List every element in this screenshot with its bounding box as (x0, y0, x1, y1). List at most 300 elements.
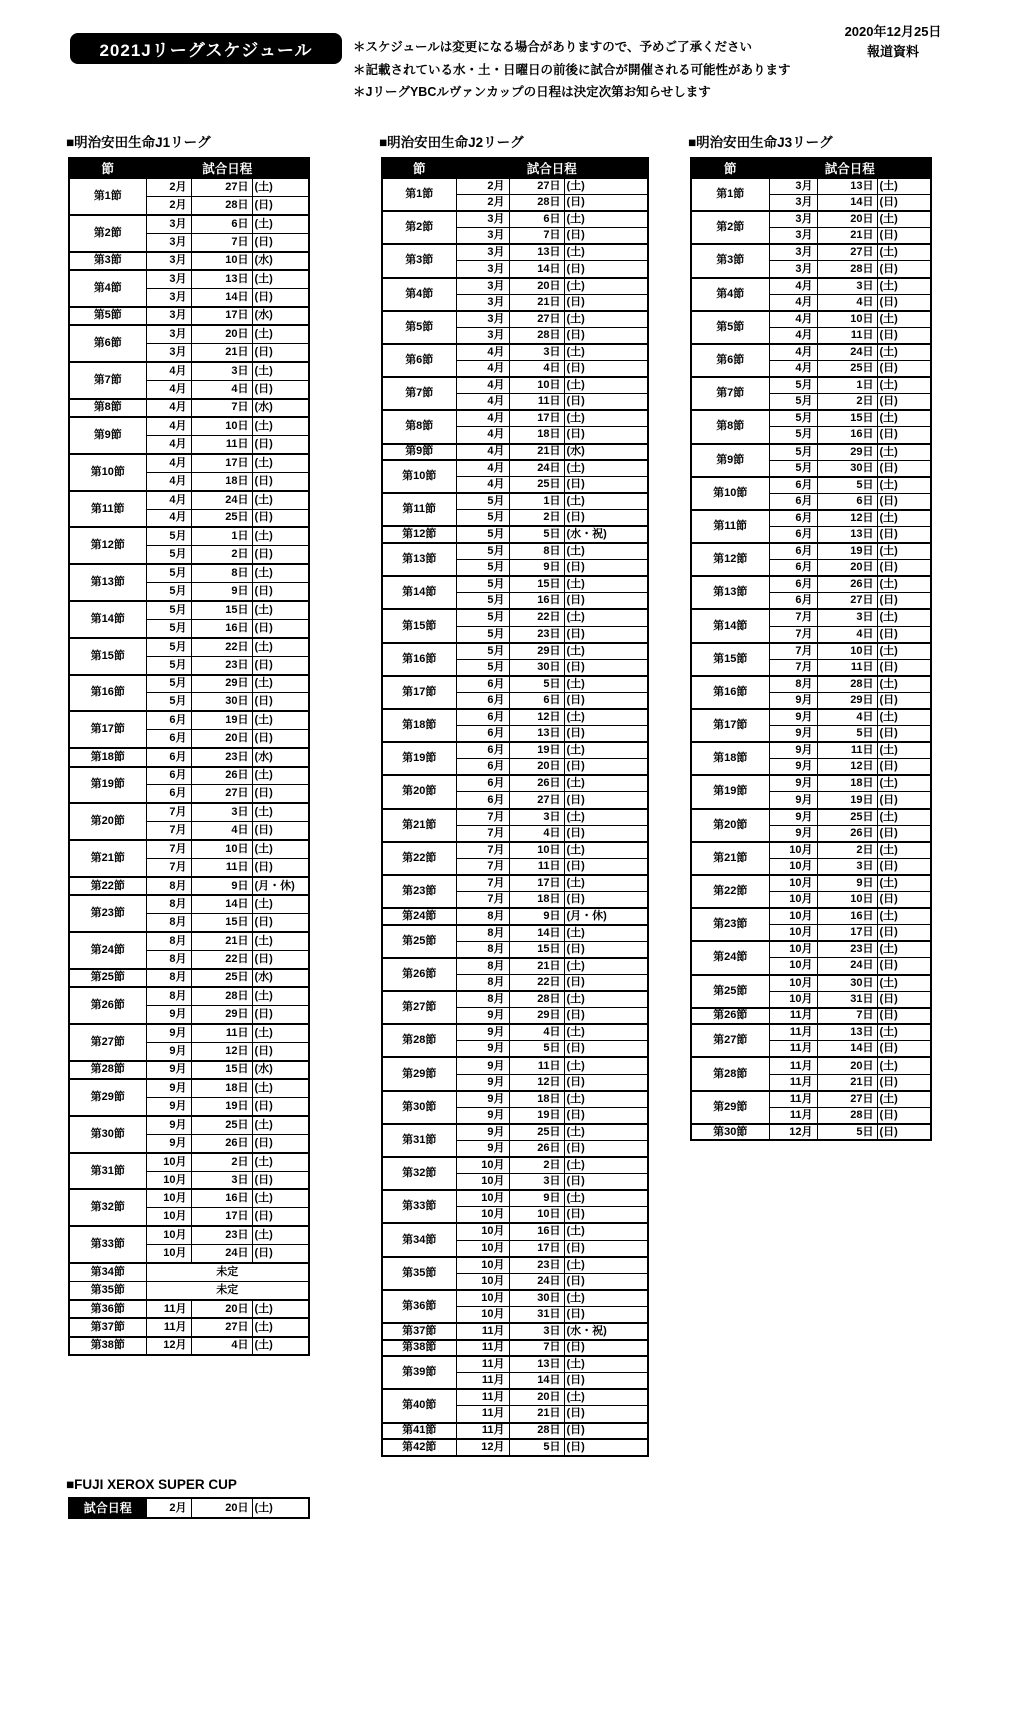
weekday-cell: (日) (564, 726, 648, 743)
month-cell: 6月 (769, 477, 817, 494)
weekday-cell: (土) (564, 377, 648, 394)
month-cell: 8月 (456, 991, 509, 1008)
month-cell: 10月 (456, 1223, 509, 1240)
round-row (382, 809, 648, 826)
weekday-cell: (水) (564, 444, 648, 461)
weekday-cell: (日) (252, 1098, 309, 1116)
weekday-cell: (日) (877, 493, 931, 510)
weekday-cell: (日) (564, 1406, 648, 1423)
month-cell: 9月 (769, 792, 817, 809)
day-cell: 21日 (509, 958, 564, 975)
round-row (69, 767, 309, 785)
weekday-cell: (土) (252, 987, 309, 1005)
round-row (382, 1356, 648, 1373)
weekday-cell: (土) (877, 344, 931, 361)
round-column-header: 節 (691, 158, 769, 178)
weekday-cell: (日) (252, 693, 309, 711)
round-cell: 第9節 (382, 444, 456, 461)
round-row (691, 444, 931, 461)
weekday-cell: (土) (564, 493, 648, 510)
day-cell: 18日 (191, 1079, 252, 1097)
month-cell: 11月 (769, 1091, 817, 1108)
month-cell: 4月 (146, 399, 191, 417)
round-row (691, 643, 931, 660)
month-cell: 5月 (146, 693, 191, 711)
round-cell: 第27節 (69, 1024, 146, 1061)
month-cell: 6月 (456, 709, 509, 726)
round-cell: 第13節 (382, 543, 456, 576)
month-cell: 10月 (456, 1157, 509, 1174)
day-cell: 28日 (817, 1107, 877, 1124)
weekday-cell: (日) (877, 659, 931, 676)
month-cell: 4月 (146, 435, 191, 453)
round-cell: 第18節 (382, 709, 456, 742)
weekday-cell: (日) (564, 228, 648, 245)
day-cell: 24日 (509, 460, 564, 477)
day-cell: 23日 (509, 626, 564, 643)
month-cell: 5月 (769, 460, 817, 477)
day-cell: 12日 (509, 709, 564, 726)
day-cell: 27日 (817, 244, 877, 261)
round-cell: 第5節 (69, 307, 146, 325)
weekday-cell: (日) (564, 1439, 648, 1456)
month-cell: 7月 (769, 609, 817, 626)
weekday-cell: (土) (252, 840, 309, 858)
weekday-cell: (水・祝) (564, 1323, 648, 1340)
weekday-cell: (土) (564, 991, 648, 1008)
month-cell: 11月 (456, 1389, 509, 1406)
weekday-cell: (土) (252, 895, 309, 913)
month-cell: 4月 (769, 361, 817, 378)
weekday-cell: (土) (564, 410, 648, 427)
weekday-cell: (水) (252, 969, 309, 987)
round-row (382, 842, 648, 859)
month-cell: 3月 (769, 211, 817, 228)
weekday-cell: (土) (877, 1091, 931, 1108)
day-cell: 3日 (509, 1174, 564, 1191)
weekday-cell: (土) (252, 711, 309, 729)
round-cell: 第28節 (691, 1057, 769, 1090)
supercup-row (69, 1498, 309, 1518)
round-cell: 第1節 (691, 178, 769, 211)
round-row (382, 908, 648, 925)
round-row (382, 958, 648, 975)
day-cell: 8日 (191, 564, 252, 582)
day-cell: 9日 (509, 908, 564, 925)
month-cell: 9月 (456, 1057, 509, 1074)
round-row (69, 711, 309, 729)
weekday-cell: (日) (564, 1240, 648, 1257)
day-cell: 2日 (817, 842, 877, 859)
weekday-cell: (日) (252, 344, 309, 362)
month-cell: 6月 (456, 676, 509, 693)
day-cell: 10日 (191, 840, 252, 858)
weekday-cell: (土) (877, 643, 931, 660)
weekday-cell: (土) (564, 1257, 648, 1274)
weekday-cell: (土) (252, 417, 309, 435)
month-cell: 5月 (769, 410, 817, 427)
day-cell: 4日 (509, 1024, 564, 1041)
weekday-cell: (日) (877, 626, 931, 643)
weekday-cell: (土) (877, 444, 931, 461)
day-cell: 2日 (817, 394, 877, 411)
round-cell: 第4節 (691, 278, 769, 311)
round-row (382, 676, 648, 693)
round-cell: 第32節 (382, 1157, 456, 1190)
day-cell: 29日 (817, 692, 877, 709)
day-cell: 24日 (509, 1273, 564, 1290)
round-row (691, 1024, 931, 1041)
round-cell: 第2節 (382, 211, 456, 244)
day-cell: 18日 (509, 1091, 564, 1108)
day-cell: 11日 (191, 435, 252, 453)
weekday-cell: (土) (252, 1024, 309, 1042)
month-cell: 4月 (456, 444, 509, 461)
round-row (691, 410, 931, 427)
weekday-cell: (土) (252, 675, 309, 693)
month-cell: 5月 (146, 583, 191, 601)
month-cell: 12月 (456, 1439, 509, 1456)
weekday-cell: (土) (564, 1024, 648, 1041)
day-cell: 17日 (191, 454, 252, 472)
day-cell: 3日 (191, 362, 252, 380)
day-cell: 5日 (817, 726, 877, 743)
day-cell: 15日 (191, 1061, 252, 1079)
weekday-cell: (土) (252, 215, 309, 233)
weekday-cell: (土) (564, 775, 648, 792)
day-cell: 21日 (817, 1074, 877, 1091)
weekday-cell: (土) (877, 875, 931, 892)
round-cell: 第22節 (382, 842, 456, 875)
day-cell: 15日 (817, 410, 877, 427)
month-cell: 6月 (456, 742, 509, 759)
day-cell: 28日 (509, 195, 564, 212)
weekday-cell: (日) (252, 196, 309, 214)
day-cell: 11日 (817, 327, 877, 344)
day-cell: 25日 (817, 809, 877, 826)
weekday-cell: (日) (564, 759, 648, 776)
month-cell: 8月 (769, 676, 817, 693)
day-cell: 13日 (817, 526, 877, 543)
round-row (382, 609, 648, 626)
month-cell: 5月 (456, 543, 509, 560)
day-cell: 2日 (509, 1157, 564, 1174)
round-row (69, 675, 309, 693)
weekday-cell: (日) (252, 546, 309, 564)
month-cell: 9月 (456, 1124, 509, 1141)
round-row (382, 1323, 648, 1340)
day-cell: 22日 (509, 975, 564, 992)
weekday-cell: (日) (877, 858, 931, 875)
weekday-cell: (土) (252, 1337, 309, 1355)
day-cell: 29日 (509, 1008, 564, 1025)
round-cell: 第3節 (69, 252, 146, 270)
round-row (382, 1290, 648, 1307)
day-cell: 21日 (817, 228, 877, 245)
month-cell: 9月 (769, 692, 817, 709)
day-cell: 16日 (817, 427, 877, 444)
day-cell: 9日 (191, 583, 252, 601)
month-cell: 9月 (146, 1134, 191, 1152)
weekday-cell: (日) (877, 726, 931, 743)
day-cell: 4日 (509, 361, 564, 378)
day-cell: 27日 (191, 1318, 252, 1336)
weekday-cell: (日) (877, 1074, 931, 1091)
weekday-cell: (日) (564, 427, 648, 444)
weekday-cell: (土) (252, 601, 309, 619)
day-cell: 26日 (191, 1134, 252, 1152)
weekday-cell: (日) (877, 526, 931, 543)
weekday-cell: (日) (564, 1306, 648, 1323)
weekday-cell: (日) (564, 477, 648, 494)
day-cell: 13日 (509, 244, 564, 261)
round-cell: 第13節 (691, 576, 769, 609)
round-cell: 第38節 (69, 1337, 146, 1355)
weekday-cell: (月・休) (252, 877, 309, 895)
month-cell: 10月 (456, 1257, 509, 1274)
round-row (691, 211, 931, 228)
month-cell: 9月 (456, 1041, 509, 1058)
day-cell: 20日 (191, 1300, 252, 1318)
weekday-cell: (土) (252, 564, 309, 582)
weekday-cell: (水) (252, 252, 309, 270)
weekday-cell: (土) (877, 941, 931, 958)
weekday-cell: (土) (877, 278, 931, 295)
day-cell: 31日 (509, 1306, 564, 1323)
round-row (69, 1079, 309, 1097)
weekday-cell: (日) (564, 1207, 648, 1224)
day-cell: 3日 (191, 803, 252, 821)
month-cell: 5月 (456, 593, 509, 610)
round-row (382, 1091, 648, 1108)
day-cell: 19日 (817, 543, 877, 560)
round-cell: 第15節 (69, 638, 146, 675)
day-cell: 25日 (191, 1116, 252, 1134)
weekday-cell: (土) (252, 325, 309, 343)
weekday-cell: (土) (564, 460, 648, 477)
weekday-cell: (土) (564, 875, 648, 892)
month-cell: 4月 (769, 344, 817, 361)
weekday-cell: (日) (252, 950, 309, 968)
day-cell: 20日 (817, 560, 877, 577)
weekday-cell: (日) (252, 1006, 309, 1024)
supercup-table (68, 1497, 310, 1519)
round-cell: 第1節 (69, 178, 146, 215)
weekday-cell: (土) (564, 1057, 648, 1074)
day-cell: 23日 (191, 1226, 252, 1244)
day-cell: 6日 (509, 211, 564, 228)
weekday-cell: (土) (564, 178, 648, 195)
weekday-cell: (土) (252, 932, 309, 950)
round-row (382, 344, 648, 361)
weekday-cell: (日) (877, 228, 931, 245)
round-cell: 第39節 (382, 1356, 456, 1389)
day-cell: 10日 (817, 311, 877, 328)
day-cell: 26日 (509, 775, 564, 792)
month-cell: 4月 (146, 362, 191, 380)
round-row (382, 278, 648, 295)
day-cell: 1日 (509, 493, 564, 510)
weekday-cell: (土) (564, 211, 648, 228)
month-cell: 10月 (769, 875, 817, 892)
month-cell: 9月 (769, 726, 817, 743)
round-cell: 第5節 (382, 311, 456, 344)
weekday-cell: (土) (252, 638, 309, 656)
table-header-row (691, 158, 931, 178)
round-cell: 第8節 (69, 399, 146, 417)
day-cell: 28日 (509, 327, 564, 344)
day-cell: 8日 (509, 543, 564, 560)
month-cell: 8月 (456, 958, 509, 975)
month-cell: 3月 (146, 233, 191, 251)
weekday-cell: (日) (877, 394, 931, 411)
month-cell: 3月 (146, 252, 191, 270)
day-cell: 7日 (191, 233, 252, 251)
month-cell: 5月 (146, 601, 191, 619)
month-cell: 3月 (146, 325, 191, 343)
supercup-heading: ■FUJI XEROX SUPER CUP (66, 1477, 237, 1492)
weekday-cell: (土) (877, 1057, 931, 1074)
round-row (69, 1116, 309, 1134)
round-row (69, 1024, 309, 1042)
day-cell: 20日 (509, 759, 564, 776)
round-row (691, 842, 931, 859)
weekday-cell: (日) (564, 294, 648, 311)
day-cell: 3日 (817, 609, 877, 626)
round-cell: 第17節 (382, 676, 456, 709)
weekday-cell: (日) (877, 427, 931, 444)
round-cell: 第34節 (69, 1263, 146, 1281)
weekday-cell: (日) (877, 327, 931, 344)
round-row (691, 344, 931, 361)
day-cell: 3日 (191, 1171, 252, 1189)
round-cell: 第37節 (382, 1323, 456, 1340)
weekday-cell: (日) (564, 626, 648, 643)
month-cell: 10月 (146, 1153, 191, 1171)
day-cell: 15日 (191, 914, 252, 932)
day-cell: 25日 (509, 1124, 564, 1141)
round-cell: 第10節 (691, 477, 769, 510)
month-cell: 4月 (146, 380, 191, 398)
round-row (69, 1337, 309, 1355)
round-row (382, 211, 648, 228)
round-row (69, 215, 309, 233)
weekday-cell: (日) (252, 656, 309, 674)
day-cell: 3日 (509, 1323, 564, 1340)
day-cell: 26日 (817, 825, 877, 842)
day-cell: 14日 (509, 261, 564, 278)
day-cell: 16日 (191, 619, 252, 637)
day-cell: 6日 (817, 493, 877, 510)
round-cell: 第22節 (691, 875, 769, 908)
round-cell: 第19節 (691, 775, 769, 808)
month-cell: 7月 (769, 659, 817, 676)
weekday-cell: (日) (564, 1140, 648, 1157)
month-cell: 9月 (769, 775, 817, 792)
round-row (69, 1318, 309, 1336)
month-cell: 6月 (456, 792, 509, 809)
weekday-cell: (日) (564, 1273, 648, 1290)
day-cell: 20日 (191, 730, 252, 748)
weekday-cell: (土) (564, 643, 648, 660)
round-row (69, 417, 309, 435)
schedule-column-header: 試合日程 (769, 158, 931, 178)
day-cell: 5日 (509, 526, 564, 543)
weekday-cell: (日) (252, 785, 309, 803)
weekday-cell: (土) (252, 1116, 309, 1134)
weekday-cell: (日) (564, 261, 648, 278)
month-cell: 9月 (146, 1098, 191, 1116)
month-cell: 9月 (456, 1140, 509, 1157)
weekday-cell: (土) (564, 709, 648, 726)
weekday-cell: (日) (252, 1042, 309, 1060)
weekday-cell: (土) (252, 178, 309, 196)
round-row (382, 1024, 648, 1041)
round-cell: 第6節 (382, 344, 456, 377)
day-cell: 10日 (509, 1207, 564, 1224)
month-cell: 6月 (456, 726, 509, 743)
day-cell: 30日 (509, 1290, 564, 1307)
month-cell: 9月 (146, 1061, 191, 1079)
weekday-cell: (水・祝) (564, 526, 648, 543)
weekday-cell: (日) (564, 1074, 648, 1091)
month-cell: 9月 (769, 825, 817, 842)
weekday-cell: (土) (877, 543, 931, 560)
month-cell: 2月 (456, 178, 509, 195)
round-cell: 第23節 (382, 875, 456, 908)
day-cell: 27日 (817, 593, 877, 610)
round-row (691, 1008, 931, 1025)
round-cell: 第7節 (691, 377, 769, 410)
round-cell: 第29節 (69, 1079, 146, 1116)
supercup-date-label: 試合日程 (69, 1498, 146, 1518)
round-row (691, 709, 931, 726)
day-cell: 20日 (817, 1057, 877, 1074)
weekday-cell: (日) (564, 394, 648, 411)
weekday-cell: (土) (252, 1079, 309, 1097)
weekday-cell: (日) (252, 914, 309, 932)
month-cell: 10月 (456, 1207, 509, 1224)
weekday-cell: (土) (252, 491, 309, 509)
month-cell: 8月 (146, 969, 191, 987)
month-cell: 6月 (146, 767, 191, 785)
round-cell: 第29節 (691, 1091, 769, 1124)
weekday-cell: (日) (877, 1107, 931, 1124)
day-cell: 14日 (509, 1373, 564, 1390)
month-cell: 4月 (456, 377, 509, 394)
weekday-cell: (日) (564, 1340, 648, 1357)
round-cell: 第31節 (382, 1124, 456, 1157)
month-cell: 11月 (456, 1406, 509, 1423)
round-cell: 第12節 (691, 543, 769, 576)
month-cell: 6月 (146, 730, 191, 748)
weekday-cell: (日) (252, 619, 309, 637)
month-cell: 6月 (146, 711, 191, 729)
round-row (69, 748, 309, 766)
weekday-cell: (日) (564, 941, 648, 958)
round-row (69, 270, 309, 288)
day-cell: 11日 (191, 1024, 252, 1042)
day-cell: 26日 (817, 576, 877, 593)
round-row (382, 244, 648, 261)
weekday-cell: (日) (877, 261, 931, 278)
round-row (382, 1190, 648, 1207)
day-cell: 4日 (817, 294, 877, 311)
round-row (691, 775, 931, 792)
day-cell: 5日 (509, 1439, 564, 1456)
month-cell: 8月 (146, 987, 191, 1005)
round-cell: 第12節 (69, 527, 146, 564)
